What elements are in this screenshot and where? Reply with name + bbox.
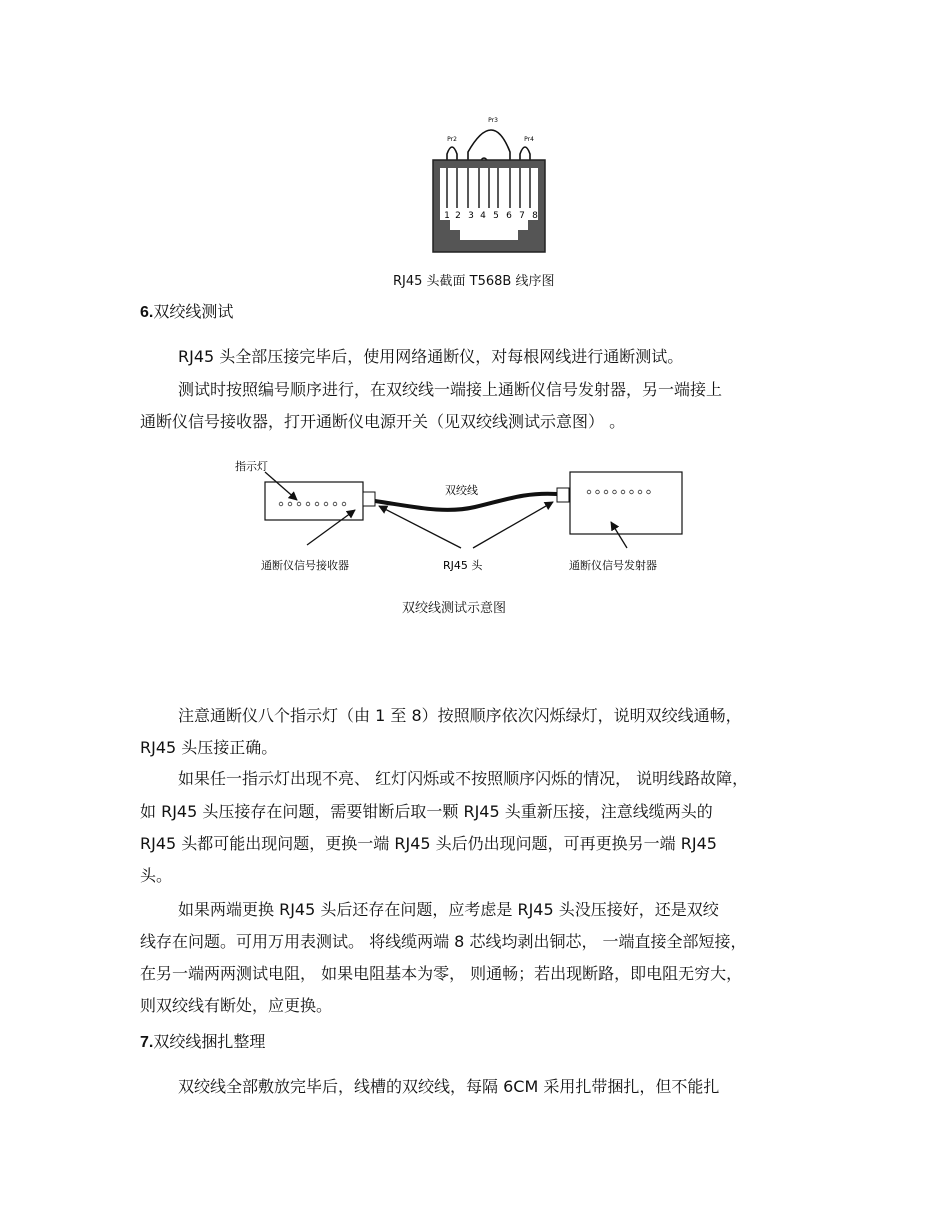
body-line-10: 则双绞线有断处，应更换。 [140, 996, 333, 1015]
transmitter-led-7 [638, 490, 642, 494]
pair-label-pr2: Pr2 [447, 136, 457, 143]
body-line-4: 如 RJ45 头压接存在问题，需要钳断后取一颗 RJ45 头重新压接，注意线缆两头的 [140, 802, 713, 821]
pin-number-4: 4 [480, 211, 486, 221]
pin-number-7: 7 [519, 211, 525, 221]
transmitter-led-5 [621, 490, 625, 494]
section6-title: 双绞线测试 [153, 302, 234, 321]
pair-label-pr3: Pr3 [488, 117, 498, 124]
indicator-light-label: 指示灯 [235, 460, 268, 473]
body-line-3: 如果任一指示灯出现不亮、 红灯闪烁或不按照顺序闪烁的情况， 说明线路故障， [178, 769, 749, 788]
connector-arrow-right [473, 502, 553, 548]
pin-number-2: 2 [455, 211, 461, 221]
transmitter-led-3 [604, 490, 608, 494]
pair-label-pr4: Pr4 [524, 136, 534, 143]
section6-paragraph-3: 通断仪信号接收器，打开通断仪电源开关（见双绞线测试示意图） 。 [140, 412, 626, 431]
section6-heading [140, 299, 233, 322]
transmitter-led-2 [596, 490, 600, 494]
transmitter-led-1 [587, 490, 591, 494]
body-line-1: 注意通断仪八个指示灯（由 1 至 8）按照顺序依次闪烁绿灯，说明双绞线通畅， [178, 706, 742, 725]
pin-number-8: 8 [532, 211, 538, 221]
receiver-led-5 [315, 502, 319, 506]
section7-number: 7. [140, 1034, 154, 1051]
figure2-caption: 双绞线测试示意图 [402, 601, 507, 616]
section7-heading [140, 1029, 265, 1052]
connector-label: RJ45 头 [443, 559, 483, 572]
section6-number: 6. [140, 304, 154, 321]
rj45-t568b-diagram [420, 112, 555, 257]
section7-paragraph: 双绞线全部敷放完毕后，线槽的双绞线，每隔 6CM 采用扎带捆扎，但不能扎 [178, 1077, 720, 1096]
transmitter-led-6 [630, 490, 634, 494]
transmitter-led-4 [613, 490, 617, 494]
transmitter-rj45-plug [557, 488, 569, 502]
body-line-5: RJ45 头都可能出现问题，更换一端 RJ45 头后仍出现问题，可再更换另一端 RJ45 [140, 834, 717, 853]
body-line-7: 如果两端更换 RJ45 头后还存在问题，应考虑是 RJ45 头没压接好，还是双绞 [178, 900, 719, 919]
receiver-rj45-plug [363, 492, 375, 506]
receiver-led-2 [288, 502, 292, 506]
body-line-2: RJ45 头压接正确。 [140, 738, 278, 757]
body-line-9: 在另一端两两测试电阻， 如果电阻基本为零， 则通畅；若出现断路，即电阻无穷大， [140, 964, 743, 983]
receiver-label: 通断仪信号接收器 [261, 559, 349, 572]
receiver-led-3 [297, 502, 301, 506]
section6-paragraph-2: 测试时按照编号顺序进行，在双绞线一端接上通断仪信号发射器，另一端接上 [178, 380, 723, 399]
pin-number-6: 6 [506, 211, 512, 221]
transmitter-label: 通断仪信号发射器 [569, 559, 657, 572]
section6-paragraph-1: RJ45 头全部压接完毕后，使用网络通断仪，对每根网线进行通断测试。 [178, 347, 684, 366]
cable-test-diagram [225, 452, 705, 582]
pin-number-3: 3 [468, 211, 474, 221]
pin-number-5: 5 [493, 211, 499, 221]
receiver-led-4 [306, 502, 310, 506]
body-line-8: 线存在问题。可用万用表测试。 将线缆两端 8 芯线均剥出铜芯， 一端直接全部短接， [140, 932, 747, 951]
transmitter-led-8 [647, 490, 651, 494]
cable-label: 双绞线 [445, 484, 478, 497]
figure1-caption: RJ45 头截面 T568B 线序图 [393, 274, 555, 289]
receiver-led-1 [279, 502, 283, 506]
pin-number-1: 1 [444, 211, 450, 221]
body-line-6: 头。 [140, 866, 173, 885]
receiver-led-6 [324, 502, 328, 506]
section7-title: 双绞线捆扎整理 [153, 1032, 266, 1051]
receiver-led-7 [333, 502, 337, 506]
connector-arrow-left [379, 506, 461, 548]
receiver-led-8 [342, 502, 346, 506]
transmitter-box [570, 472, 682, 534]
